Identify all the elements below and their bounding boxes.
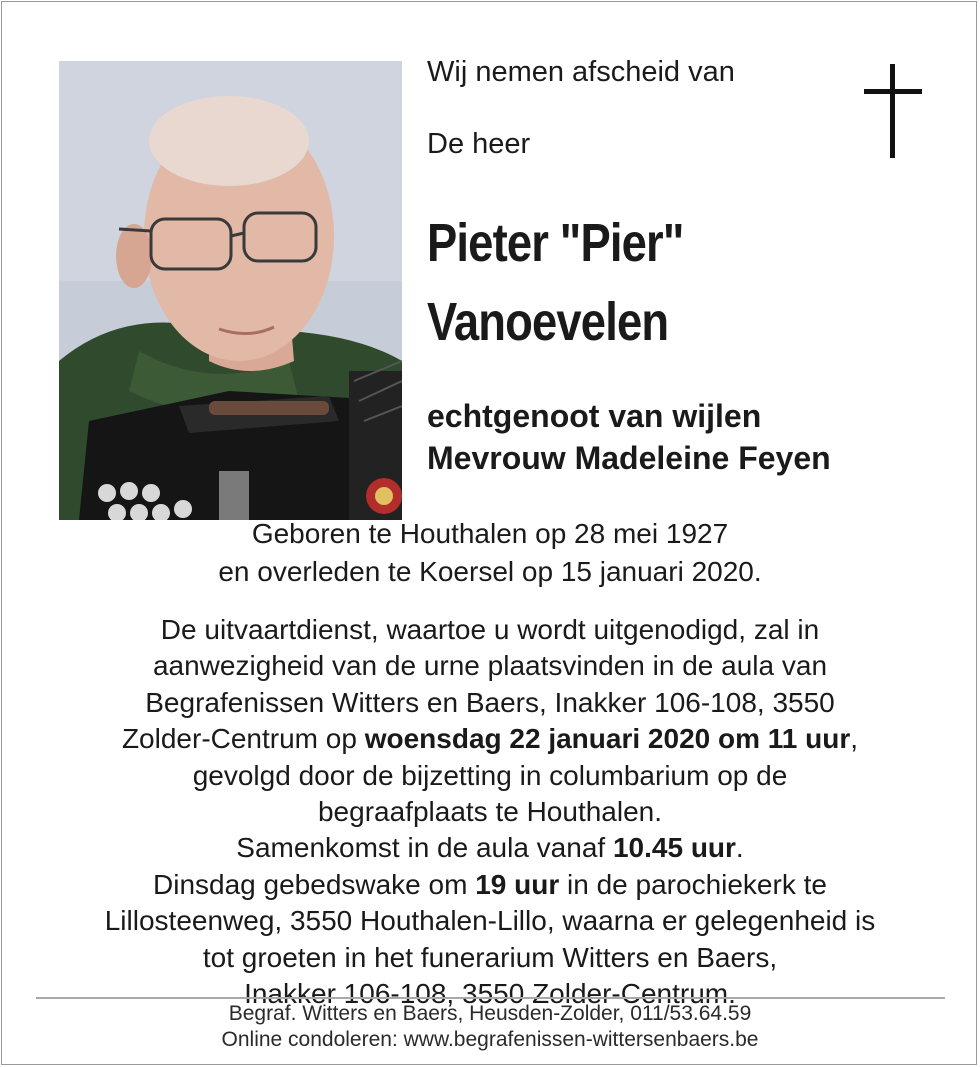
- service-line: aanwezigheid van de urne plaatsvinden in de aula van: [152, 650, 828, 682]
- honorific-title: De heer: [427, 128, 531, 160]
- name-line-1: Pieter "Pier": [427, 213, 684, 273]
- funeral-home-contact: Begraf. Witters en Baers, Heusden-Zolder, 011/53.64.59: [228, 1002, 752, 1025]
- service-line: [0, 830, 980, 866]
- gathering-time: 10.45 uur: [612, 832, 736, 864]
- service-line-text: Samenkomst in de aula vanaf: [236, 832, 613, 864]
- service-line: gevolgd door de bijzetting in columbarium op de: [192, 759, 788, 791]
- death-line: en overleden te Koersel op 15 januari 2020.: [218, 556, 762, 587]
- footer: [0, 1001, 980, 1053]
- name-line-2: Vanoevelen: [427, 292, 669, 352]
- service-line: De uitvaartdienst, waartoe u wordt uitgenodigd, zal in: [160, 614, 820, 645]
- service-line-text: Zolder-Centrum op: [121, 723, 365, 755]
- service-line-text: in de parochiekerk te: [559, 868, 827, 900]
- vigil-time: 19 uur: [475, 868, 560, 900]
- service-line: Inakker 106-108, 3550 Zolder-Centrum.: [244, 978, 736, 1010]
- intro-text: Wij nemen afscheid van: [427, 56, 735, 88]
- birth-death-dates: [0, 515, 980, 591]
- service-line: [0, 867, 980, 903]
- service-line: tot groeten in het funerarium Witters en Baers,: [202, 941, 778, 973]
- service-line: Lillosteenweg, 3550 Houthalen-Lillo, waarna er gelegenheid is: [104, 905, 876, 937]
- service-line: Begrafenissen Witters en Baers, Inakker 106-108, 3550: [145, 686, 835, 718]
- service-date-time: woensdag 22 januari 2020 om 11 uur: [364, 723, 851, 755]
- service-line-text: ,: [850, 723, 859, 755]
- spouse-info: [427, 395, 831, 479]
- birth-line: Geboren te Houthalen op 28 mei 1927: [251, 518, 729, 549]
- footer-divider: [36, 997, 945, 999]
- service-line-text: .: [735, 832, 744, 864]
- portrait-photo: [59, 61, 402, 520]
- service-line: begraafplaats te Houthalen.: [317, 796, 663, 828]
- deceased-name: [427, 204, 684, 362]
- service-announcement: [0, 612, 980, 1012]
- spouse-line-2: Mevrouw Madeleine Feyen: [427, 440, 831, 476]
- service-line: [0, 721, 980, 757]
- spouse-line-1: echtgenoot van wijlen: [427, 398, 762, 434]
- cross-icon: [864, 64, 922, 158]
- service-line-text: Dinsdag gebedswake om: [153, 868, 476, 900]
- condolence-link[interactable]: Online condoleren: www.begrafenissen-wittersenbaers.be: [221, 1028, 759, 1051]
